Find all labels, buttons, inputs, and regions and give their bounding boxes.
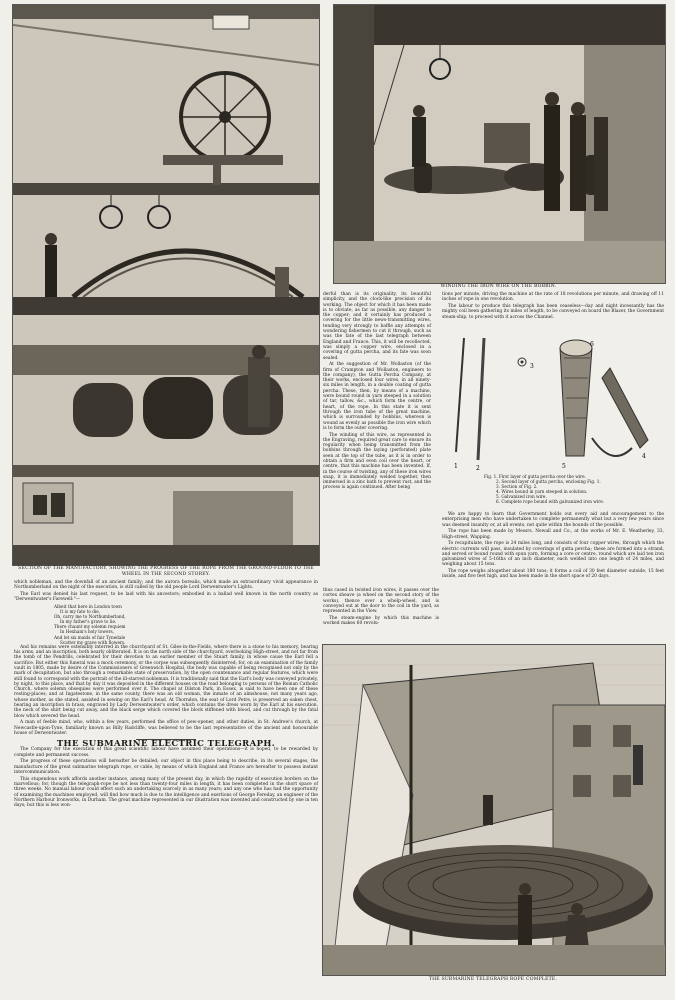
middle-bottom-1: thus cased in twisted iron wires, it passes over the cortex sheave (a wheel on the second story of the works), thence over a whelp-wheel, and is conveyed out at the door to the coil in the yard, as represented in the View.: [323, 588, 439, 615]
middle-text-3: The winding of this wire, as represented in the Engraving, required great care to ensure its regularity when being transmitted from the bobbins through the laying (perforated) plate seen at the top of the tube, as it is in order to obtain a firm and even coil over the heart, or centre, that this machine has been invented. If, in the course of twisting, any of these iron wires snap, it is immediately welded together, then immersed in a zinc bath to prevent rust, and the process is again continued. After being: [323, 432, 431, 491]
verse-line: There chaunt my solemn requiem: [54, 624, 126, 630]
winding-caption: WINDING THE IRON WIRE ON THE BOBBIN.: [440, 284, 557, 289]
middle-bottom-text: [323, 588, 439, 628]
legend-line: 2. Second layer of gutta percha, enclosing Fig. 1.: [496, 479, 601, 485]
verse-line: In Hexham's holy towers,: [60, 629, 114, 635]
manufactory-caption: SECTION OF THE MANUFACTORY, SHOWING THE PROGRESS OF THE ROPE FROM THE GROUND-FLOOR TO THE WHEEL IN THE SECOND STOREY.: [18, 566, 314, 577]
middle-column: [323, 292, 431, 492]
left-remains-para: And his remains were ostensibly interred in the churchyard of St. Giles-in-the-Fields, where there is a stone to his memory, bearing his arms, and an inscription, both nearly obliterated. It is on the north side of the churchyard, overlooking High-street, and not far from the tomb of the Pendrills, celebrated for their devotion to an earlier member of the Stuart family, in whose cause the Earl fell a sacrifice. But either this funeral was a mock ceremony, or the corpse was subsequently disinterred; for, on an examination of the family vault in 1805, made by desire of the Commissioners of Greenwich Hospital, the body was capable of being recognised not only by the mark of decapitation, but also through a remarkable state of preservation, by the open countenance and regular features, which were still found to correspond with the portrait of the ill-starred nobleman. It is traditionally said that the Earl's body was conveyed privately, by night, to this place, and that by day it was deposited in the different houses on the road belonging to persons of the Roman Catholic Church, where solemn obsequies were performed over it. The chapel at Dilston Park, in Essex, is said to have been one of these resting-places; and at Ingatestone, in the same county, there was an old woman, the inmate of an almshouse, not many years ago, whose mother, as she stated, assisted in sewing on the Earl's head. At Thorndon, the seat of Lord Petre, is preserved an oaken chest, bearing an inscription in brass, engraved by Lady Derwentwater's order, which contains the dress worn by the Earl at his execution, the neck of the shirt being cut away, and the black serge which covered the block stiffened with blood, and cut through by the fatal blow which severed the head.: [14, 644, 318, 719]
right-text-3: We are happy to learn that Government holds out every aid and encouragement to the enterprising men who have undertaken to complete permanently what but a very few years since was deemed insanity or, at all events, not quite within the bounds of the possible.: [442, 512, 664, 528]
verse-line: It is my fate to die,: [60, 609, 101, 615]
fig-number-3: 3: [530, 363, 534, 370]
left-earl-para: The Earl was denied his last request, to be laid with his ancestors; embodied in a ballad well known in the north country as "Derwentwater's Farewell:"—: [14, 591, 318, 603]
telegraph-para-1: The Company for the execution of this great scientific labour have assumed their operations—it is hoped, to be rewarded by complete and permanent success.: [14, 747, 318, 758]
middle-text-1: derful than is its originality, its beautiful simplicity, and the clock-like precision of its working. The object for which it has been made is to obviate, as far as possible, any danger to the copper; and it certainly has produced a covering for the little news-transmitting wires, tending very strongly to baffle any attempts of wondering fishermen to cut it through, such as was the fate of the last telegraph between England and France. This, it will be recollected, was simply a copper wire, enclosed in a covering of gutta percha, and its fate was soon sealed.: [323, 292, 431, 361]
legend-line: 4. Wires bound in yarn steeped in solution.: [496, 489, 588, 495]
right-text-6: The rope weighs altogether about 180 tons; it forms a coil of 30 feet diameter outside, 15 feet inside, and five feet high, and has been made in the short space of 20 days.: [442, 569, 664, 580]
ballad-verse: [54, 604, 318, 645]
right-text-1: tions per minute, driving the machine at the rate of 18 revolutions per minute, and drawing off 11 inches of rope in one revolution.: [442, 292, 664, 303]
left-intro: which nobleman, and the downfall of an ancient family; and the aurora borealis, which made an extraordinary vivid appearance in Northumberland on the night of the execution, is still called by the old people Lord Derwentwater's Lights.: [14, 580, 318, 591]
fig-number-5: 5: [562, 463, 566, 470]
fig-number-4: 4: [642, 453, 646, 460]
fig-number-1: 1: [454, 463, 458, 470]
verse-line: Scatter my grave with flowers.: [60, 639, 126, 645]
rope-complete-engraving: [322, 644, 666, 976]
right-text-5: To recapitulate, the rope is 24 miles long, and consists of four copper wires, through which the electric currents will pass, insulated by coverings of gutta percha; these are formed into a strand, and served or bound round with spun yarn, forming a core or centre, round which are laid ten iron galvanized wires of 5-16ths of an inch diameter, each welded into one length of 24 miles, and weighing about 15 tons.: [442, 541, 664, 568]
right-column-top: [442, 292, 664, 321]
right-text-4: The rope has been made by Messrs. Newall and Co., at the works of Mr. E. Weatherley, 33, High-street, Wapping.: [442, 529, 664, 540]
left-column: [14, 580, 318, 810]
winding-engraving: [333, 4, 666, 284]
rope-complete-caption: THE SUBMARINE TELEGRAPH ROPE COMPLETE.: [428, 977, 558, 982]
verse-line: Albeit that here in London town: [54, 603, 122, 609]
fig-number-6: 6: [590, 341, 594, 348]
section-heading: THE SUBMARINE ELECTRIC TELEGRAPH.: [56, 739, 276, 750]
legend-line: 5. Galvanized iron wire.: [496, 494, 547, 500]
rope-figures: [442, 328, 664, 474]
fig-number-2: 2: [476, 465, 480, 472]
telegraph-para-3: This stupendous work affords another instance, among many of the present day, in which the rapidity of execution borders on the marvellous; for, though the telegraph-rope be not less than twenty-four miles in length, it has been completed in the short space of three weeks. No manual labour could effect such an undertaking scarcely in as many years; and any one who has had the opportunity of examining the machines employed, will find how much is due to the intelligence and exertions of George Fereday, an engineer of the Northern Harbour Ironworks, in Durham. The great machine represented in our illustration was invented and constructed by one in ten days; but this is less won-: [14, 776, 318, 809]
legend-line: 3. Section of Fig. 2.: [496, 484, 538, 490]
legend-line: Fig. 1. First layer of gutta percha over the wire.: [484, 474, 586, 479]
manufactory-engraving: [12, 4, 320, 566]
middle-text-2: At the suggestion of Mr. Wollaston (of the firm of Crampton and Wollaston, engineers to the company), the Gutta Percha Company, at their works, enclosed four wires, in all ninety-six miles in length, in a double coating of gutta percha. These, then, by means of a machine, were bound round in yarn steeped in a solution of tar, tallow, &c., which form the centre, or heart, of the rope. In this state it is sent through the iron tube of the great machine, which is surrounded by bobbins, whereon is wound as evenly as possible the iron wire which is to form the outer covering.: [323, 362, 431, 431]
right-column-bottom: [442, 512, 664, 581]
verse-line: In my father's grave to lie.: [60, 619, 117, 625]
telegraph-para-2: The progress of these operations will hereafter be detailed; our object in this place being to describe, in its several stages, the manufacture of the great submarine telegraph rope, or cable, by means of which England and France are hereafter to possess instant intercommunication.: [14, 759, 318, 776]
figure-legend: [484, 474, 644, 505]
left-feeble-para: A man of feeble mind, who, within a few years, performed the office of pew-opener, and other duties, in St. Andrew's church, at Newcastle-upon-Tyne, familiarly known as Billy Radcliffe, was believed to be the last representative of the ancient and honourable house of Derwentwater.: [14, 720, 318, 736]
verse-line: And let six maids of fair Tynedale: [54, 634, 126, 640]
verse-line: Oh, carry me to Northumberland,: [54, 614, 126, 620]
legend-line: 6. Complete rope bound with galvanized iron wire.: [496, 499, 605, 505]
middle-bottom-2: The steam-engine by which this machine is worked makes 60 revolu-: [323, 615, 439, 627]
right-text-2: The labour to produce this telegraph has been ceaseless—day and night incessantly has the mighty coil been gathering its miles of length, to be conveyed on board the Blazer, the Government steam-ship, to proceed with it across the Channel.: [442, 303, 664, 320]
